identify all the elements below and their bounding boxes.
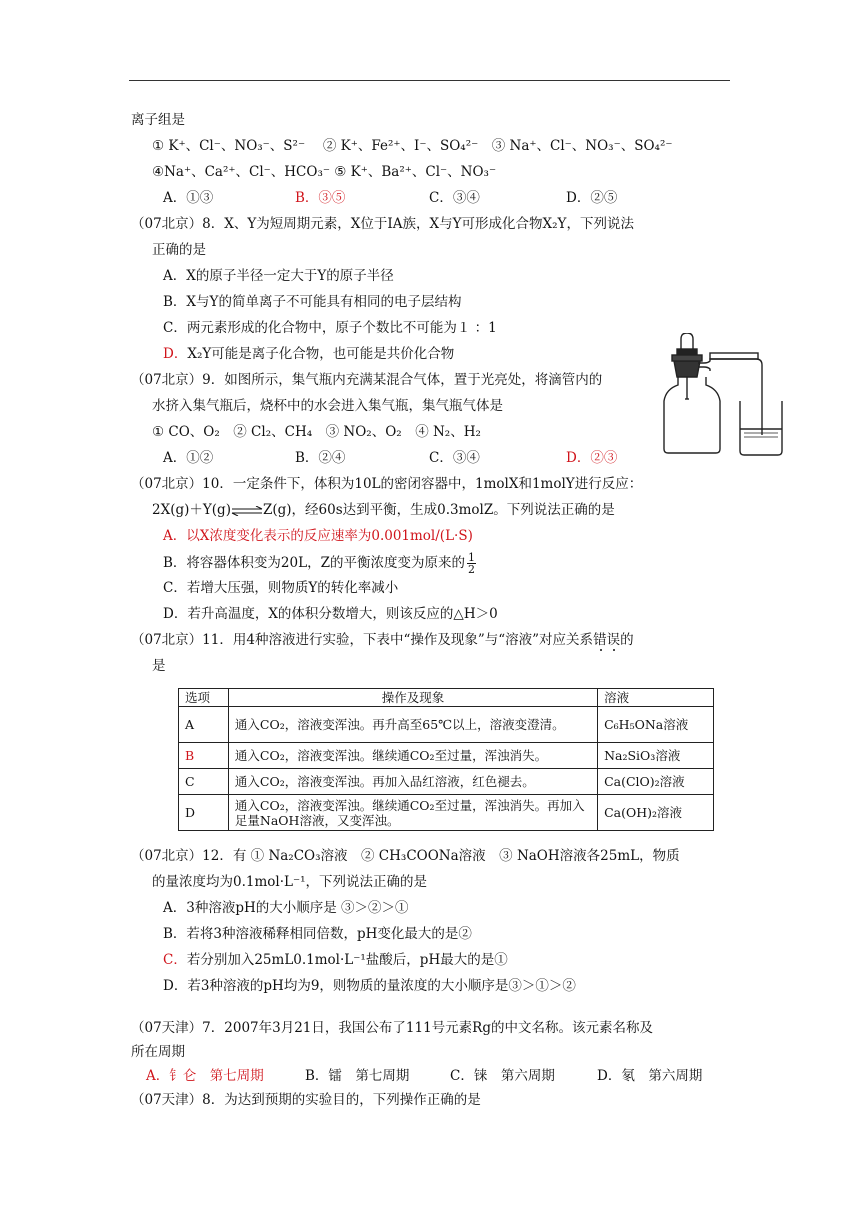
header-option: 选项 [179,689,229,707]
q12-option-c-letter: C． [163,952,187,968]
q10-equation-left: 2X(g)＋Y(g) [152,502,231,518]
emphasis-char-1: 错 [593,632,607,648]
q9-option-c: C．③④ [429,450,480,466]
q9-option-a: A．①② [163,450,214,466]
q11-table [178,688,714,831]
emphasis-char-2: 误 [606,632,621,648]
q10-option-b [163,552,476,575]
q10-option-a: A．以X浓度变化表示的反应速率为0.001mol/(L·S) [163,528,473,544]
row-solution: C₆H₅ONa溶液 [598,707,714,743]
q12-option-c-text: 若分别加入25mL0.1mol·L⁻¹盐酸后，pH最大的是① [186,952,508,968]
row-operation: 通入CO₂，溶液变浑浊。再加入品红溶液，红色褪去。 [228,769,597,795]
tj-q7-option-b: B．镭 第七周期 [305,1068,410,1084]
tj-q7-option-d: D．氡 第六周期 [597,1068,703,1084]
row-operation: 通入CO₂，溶液变浑浊。继续通CO₂至过量，浑浊消失。再加入足量NaOH溶液，又变浑浊。 [228,795,597,831]
q12-option-b: B．若将3种溶液稀释相同倍数，pH变化最大的是② [163,926,472,942]
row-option: C [179,769,229,795]
tj-q7-option-a: A．钅仑 第七周期 [146,1068,264,1084]
q10-stem-1: （07北京）10．一定条件下，体积为10L的密闭容器中，1molX和1molY进行反应： [131,476,643,492]
q8-option-d-letter: D． [163,346,188,362]
tj-q7-stem-1: （07天津）7．2007年3月21日，我国公布了111号元素Rg的中文名称。该元素名称及 [131,1020,653,1036]
row-solution: Ca(ClO)₂溶液 [598,769,714,795]
row-solution: Na₂SiO₃溶液 [598,743,714,769]
q8-option-d-text: X₂Y可能是离子化合物，也可能是共价化合物 [187,346,455,362]
q10-equation-right: Z(g)，经60s达到平衡，生成0.3molZ。下列说法正确的是 [262,502,615,518]
table-row [179,743,714,769]
row-option: D [179,795,229,831]
q8-option-c: C．两元素形成的化合物中，原子个数比不可能为１ ：1 [163,320,497,336]
q-prev-ions-2: ④Na⁺、Ca²⁺、Cl⁻、HCO₃⁻ ⑤ K⁺、Ba²⁺、Cl⁻、NO₃⁻ [152,164,497,180]
q9-option-b: B．②④ [295,450,346,466]
row-operation: 通入CO₂，溶液变浑浊。继续通CO₂至过量，浑浊消失。 [228,743,597,769]
q8-option-b: B．X与Y的简单离子不可能具有相同的电子层结构 [163,294,462,310]
one-half-fraction [467,552,476,575]
q10-option-d: D．若升高温度，X的体积分数增大，则该反应的△H＞0 [163,606,498,622]
q9-option-d: D．②③ [566,450,618,466]
q12-option-d: D．若3种溶液的pH均为9，则物质的量浓度的大小顺序是③＞①＞② [163,978,576,994]
tj-q8-stem-1: （07天津）8．为达到预期的实验目的，下列操作正确的是 [131,1092,481,1108]
table-row [179,707,714,743]
q12-stem-1: （07北京）12．有 ① Na₂CO₃溶液 ② CH₃COONa溶液 ③ NaOH溶液各25mL，物质 [131,848,680,864]
q-prev-option-a: A．①③ [163,190,214,206]
q8-option-a: A．X的原子半径一定大于Y的原子半径 [163,268,394,284]
q8-option-d [163,344,454,364]
row-solution: Ca(OH)₂溶液 [598,795,714,831]
q-prev-line1: 离子组是 [131,112,185,128]
q12-option-a: A．3种溶液pH的大小顺序是 ③＞②＞① [163,900,409,916]
q11-stem-1 [131,630,634,650]
header-solution: 溶液 [598,689,714,707]
tj-q7-stem-2: 所在周期 [131,1044,185,1060]
q11-stem-1-tail: 的 [620,632,634,648]
table-row [179,769,714,795]
header-rule [129,80,730,81]
gas-bottle-apparatus-figure [648,333,798,457]
q9-stem-2: 水挤入集气瓶后，烧杯中的水会进入集气瓶，集气瓶气体是 [152,398,503,414]
q12-option-c [163,950,508,970]
q8-stem-1: （07北京）8．X、Y为短周期元素，X位于IA族，X与Y可形成化合物X₂Y，下列说法 [131,216,634,232]
q10-equation [152,500,615,520]
q8-stem-2: 正确的是 [152,242,206,258]
q-prev-option-c: C．③④ [429,190,480,206]
equilibrium-arrow-icon [231,506,263,516]
q12-stem-2: 的量浓度均为0.1mol·L⁻¹，下列说法正确的是 [152,874,428,890]
q11-stem-2: 是 [152,658,166,674]
q-prev-option-d: D．②⑤ [566,190,618,206]
q9-stem-1: （07北京）9．如图所示，集气瓶内充满某混合气体，置于光亮处，将滴管内的 [131,372,603,388]
header-operation: 操作及现象 [228,689,597,707]
q11-stem-1-text: （07北京）11．用4种溶液进行实验，下表中“操作及现象”与“溶液”对应关系 [131,632,594,648]
q10-option-b-text: B．将容器体积变为20L，Z的平衡浓度变为原来的 [163,555,465,571]
tj-q7-option-c: C．铼 第六周期 [450,1068,555,1084]
table-row [179,795,714,831]
fraction-numerator: 1 [467,551,475,564]
q-prev-ions-1: ① K⁺、Cl⁻、NO₃⁻、S²⁻ ② K⁺、Fe²⁺、I⁻、SO₄²⁻ ③ Na⁺、Cl⁻、NO₃⁻、SO₄²⁻ [152,138,673,154]
row-option: A [179,707,229,743]
row-operation: 通入CO₂，溶液变浑浊。再升高至65℃以上，溶液变澄清。 [228,707,597,743]
q10-option-c: C．若增大压强，则物质Y的转化率减小 [163,580,399,596]
table-header-row [179,689,714,707]
q9-choices: ① CO、O₂ ② Cl₂、CH₄ ③ NO₂、O₂ ④ N₂、H₂ [152,424,481,440]
row-option: B [179,743,229,769]
q-prev-option-b: B．③⑤ [295,190,346,206]
fraction-denominator: 2 [467,563,475,576]
